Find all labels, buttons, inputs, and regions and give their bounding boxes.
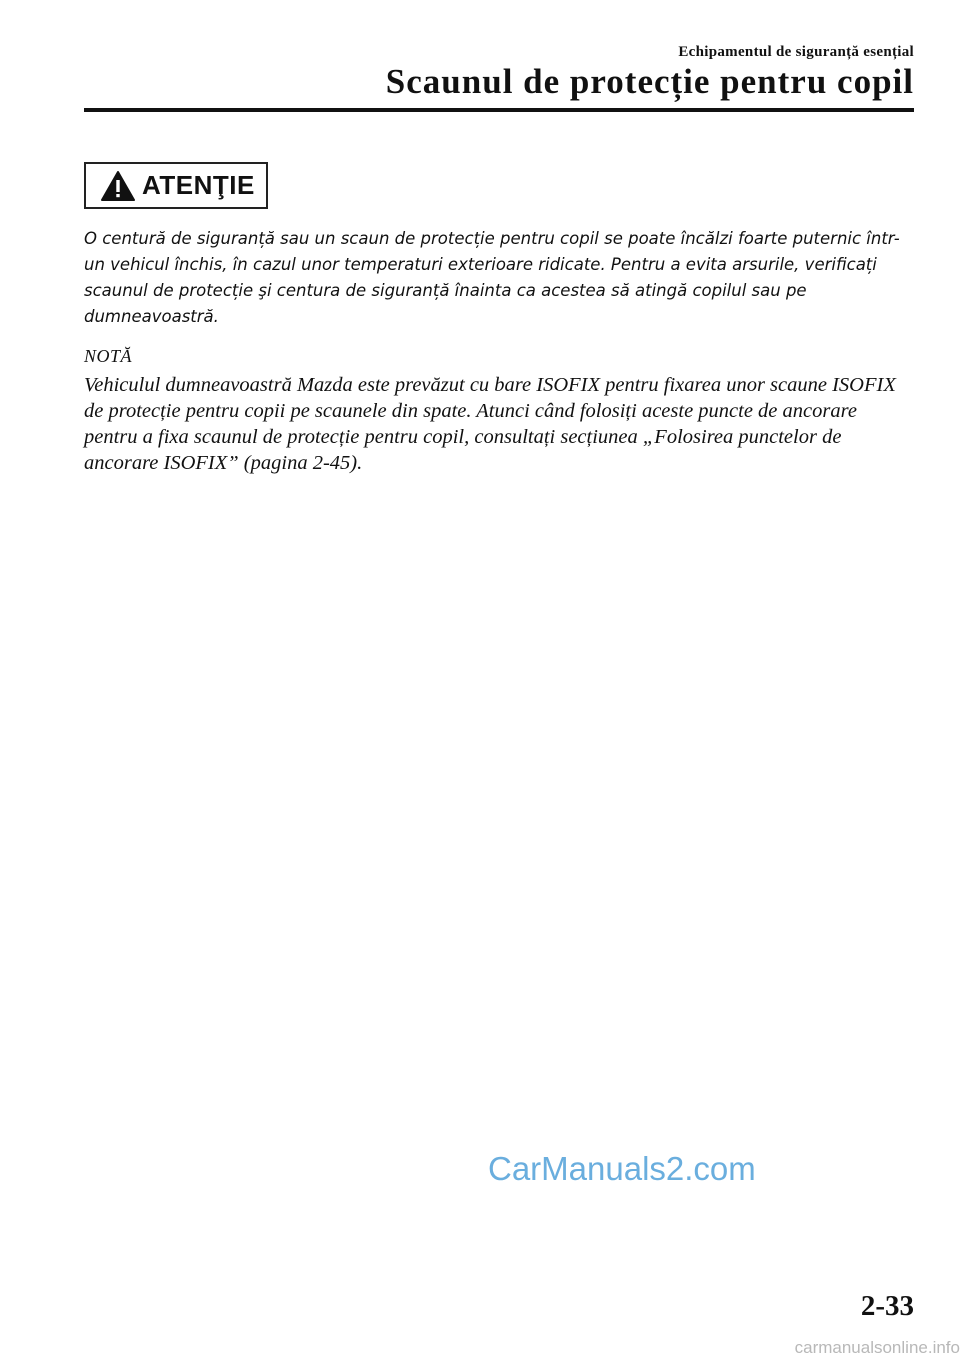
warning-triangle-icon — [100, 170, 136, 202]
warning-badge — [84, 162, 268, 209]
page-title: Scaunul de protecție pentru copil — [385, 62, 914, 101]
header-divider — [84, 108, 914, 112]
page-number: 2-33 — [860, 1290, 914, 1322]
footer-url: carmanualsonline.info — [794, 1338, 960, 1357]
note-label: NOTĂ — [84, 346, 133, 366]
note-text: Vehiculul dumneavoastră Mazda este prevăzut cu bare ISOFIX pentru fixarea unor scaune ISOFIX de protecție pentru copii pe scaunele din spate. Atunci când folosiți aceste puncte de ancorare pentru a fixa scaunul de protecție pentru copil, consultați secțiunea „Folosirea punctelor de ancorare ISOFIX” (pagina 2-45). — [84, 374, 896, 474]
warning-text: O centură de siguranță sau un scaun de protecție pentru copil se poate încălzi foarte puternic într-un vehicul închis, în cazul unor temperaturi exterioare ridicate. Pentru a evita arsurile, verificați scaunul de protecție şi centura de siguranță înainta ca acestea să atingă copilul sau pe dumneavoastră. — [84, 229, 900, 326]
section-header: Echipamentul de siguranță esențial — [678, 44, 914, 60]
watermark-text: CarManuals2.com — [488, 1150, 756, 1187]
warning-label: ATENŢIE — [142, 170, 255, 200]
